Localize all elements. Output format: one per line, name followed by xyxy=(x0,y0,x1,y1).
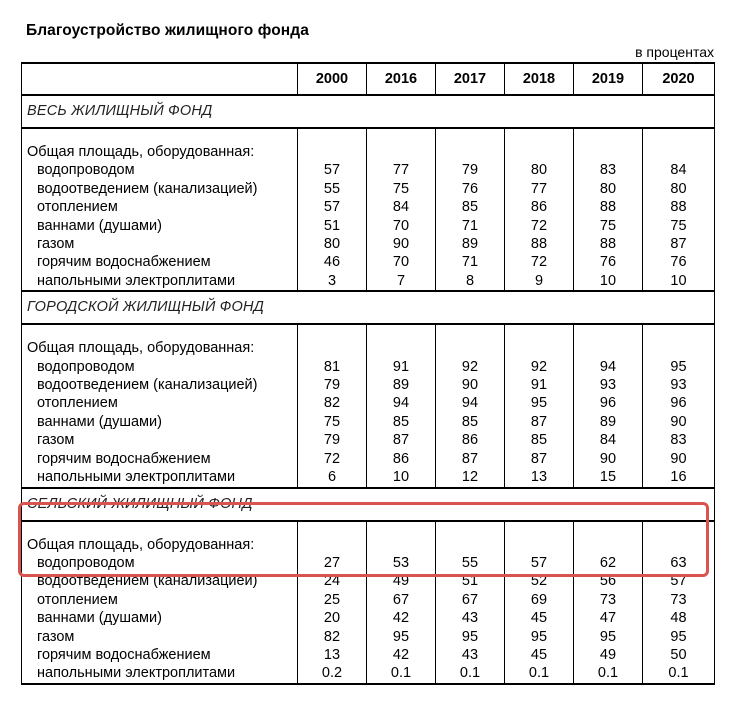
row-label: водоотведением (канализацией) xyxy=(22,572,298,590)
value-cell: 71 xyxy=(436,217,505,235)
section-row xyxy=(22,488,715,521)
value-cell: 55 xyxy=(436,554,505,572)
group-label: Общая площадь, оборудованная: xyxy=(22,536,298,554)
row-label: ваннами (душами) xyxy=(22,413,298,431)
year-header: 2017 xyxy=(436,63,505,95)
value-cell: 67 xyxy=(367,591,436,609)
table-row xyxy=(22,628,715,646)
table-row xyxy=(22,253,715,271)
spacer-cell xyxy=(298,521,367,536)
value-cell: 47 xyxy=(574,609,643,627)
value-cell: 89 xyxy=(574,413,643,431)
table-row xyxy=(22,161,715,179)
empty-cell xyxy=(298,339,367,357)
row-label: горячим водоснабжением xyxy=(22,253,298,271)
year-header: 2018 xyxy=(505,63,574,95)
value-cell: 88 xyxy=(574,235,643,253)
value-cell: 75 xyxy=(367,180,436,198)
spacer-row xyxy=(22,324,715,339)
spacer-cell xyxy=(574,324,643,339)
spacer-cell xyxy=(367,521,436,536)
spacer-cell xyxy=(643,128,715,143)
value-cell: 86 xyxy=(436,431,505,449)
empty-cell xyxy=(643,536,715,554)
table-row xyxy=(22,272,715,291)
value-cell: 95 xyxy=(643,358,715,376)
group-row xyxy=(22,143,715,161)
table-row xyxy=(22,180,715,198)
value-cell: 52 xyxy=(505,572,574,590)
value-cell: 95 xyxy=(574,628,643,646)
value-cell: 6 xyxy=(298,468,367,487)
spacer-cell xyxy=(436,128,505,143)
table-row xyxy=(22,358,715,376)
value-cell: 0.1 xyxy=(505,664,574,683)
value-cell: 95 xyxy=(436,628,505,646)
value-cell: 89 xyxy=(367,376,436,394)
value-cell: 87 xyxy=(505,413,574,431)
value-cell: 10 xyxy=(574,272,643,291)
value-cell: 0.2 xyxy=(298,664,367,683)
value-cell: 13 xyxy=(505,468,574,487)
table-row xyxy=(22,468,715,487)
empty-cell xyxy=(574,143,643,161)
value-cell: 0.1 xyxy=(643,664,715,683)
empty-cell xyxy=(367,536,436,554)
value-cell: 96 xyxy=(643,394,715,412)
value-cell: 63 xyxy=(643,554,715,572)
spacer-cell xyxy=(505,128,574,143)
value-cell: 83 xyxy=(643,431,715,449)
value-cell: 70 xyxy=(367,217,436,235)
value-cell: 62 xyxy=(574,554,643,572)
section-row xyxy=(22,95,715,128)
value-cell: 85 xyxy=(436,198,505,216)
value-cell: 75 xyxy=(298,413,367,431)
value-cell: 42 xyxy=(367,609,436,627)
value-cell: 13 xyxy=(298,646,367,664)
table-row xyxy=(22,646,715,664)
value-cell: 79 xyxy=(298,376,367,394)
value-cell: 72 xyxy=(505,253,574,271)
empty-cell xyxy=(436,536,505,554)
value-cell: 76 xyxy=(574,253,643,271)
value-cell: 90 xyxy=(367,235,436,253)
value-cell: 83 xyxy=(574,161,643,179)
value-cell: 95 xyxy=(367,628,436,646)
row-label: газом xyxy=(22,235,298,253)
value-cell: 25 xyxy=(298,591,367,609)
table-row xyxy=(22,431,715,449)
value-cell: 95 xyxy=(643,628,715,646)
value-cell: 80 xyxy=(505,161,574,179)
value-cell: 94 xyxy=(367,394,436,412)
value-cell: 0.1 xyxy=(367,664,436,683)
row-label: отоплением xyxy=(22,394,298,412)
header-row xyxy=(22,63,715,95)
table-row xyxy=(22,572,715,590)
value-cell: 89 xyxy=(436,235,505,253)
table-row xyxy=(22,591,715,609)
value-cell: 88 xyxy=(643,198,715,216)
value-cell: 73 xyxy=(643,591,715,609)
value-cell: 48 xyxy=(643,609,715,627)
value-cell: 12 xyxy=(436,468,505,487)
spacer-row xyxy=(22,128,715,143)
value-cell: 81 xyxy=(298,358,367,376)
empty-cell xyxy=(505,339,574,357)
year-header: 2000 xyxy=(298,63,367,95)
value-cell: 90 xyxy=(643,450,715,468)
value-cell: 85 xyxy=(367,413,436,431)
group-label: Общая площадь, оборудованная: xyxy=(22,339,298,357)
value-cell: 79 xyxy=(436,161,505,179)
value-cell: 86 xyxy=(367,450,436,468)
value-cell: 57 xyxy=(643,572,715,590)
row-label: ваннами (душами) xyxy=(22,609,298,627)
empty-cell xyxy=(574,339,643,357)
value-cell: 43 xyxy=(436,646,505,664)
value-cell: 45 xyxy=(505,646,574,664)
value-cell: 85 xyxy=(505,431,574,449)
table-row xyxy=(22,217,715,235)
value-cell: 7 xyxy=(367,272,436,291)
table-row xyxy=(22,450,715,468)
value-cell: 67 xyxy=(436,591,505,609)
value-cell: 91 xyxy=(367,358,436,376)
table-row xyxy=(22,394,715,412)
value-cell: 90 xyxy=(436,376,505,394)
value-cell: 71 xyxy=(436,253,505,271)
value-cell: 8 xyxy=(436,272,505,291)
row-label: водопроводом xyxy=(22,358,298,376)
housing-amenities-table xyxy=(21,62,715,685)
value-cell: 27 xyxy=(298,554,367,572)
value-cell: 3 xyxy=(298,272,367,291)
row-label: водоотведением (канализацией) xyxy=(22,376,298,394)
value-cell: 0.1 xyxy=(574,664,643,683)
empty-cell xyxy=(436,339,505,357)
table-row xyxy=(22,376,715,394)
value-cell: 45 xyxy=(505,609,574,627)
value-cell: 80 xyxy=(643,180,715,198)
group-row xyxy=(22,339,715,357)
spacer-cell xyxy=(367,324,436,339)
value-cell: 0.1 xyxy=(436,664,505,683)
value-cell: 53 xyxy=(367,554,436,572)
value-cell: 82 xyxy=(298,394,367,412)
value-cell: 43 xyxy=(436,609,505,627)
spacer-cell xyxy=(436,324,505,339)
empty-cell xyxy=(505,536,574,554)
value-cell: 55 xyxy=(298,180,367,198)
spacer-cell xyxy=(298,324,367,339)
value-cell: 24 xyxy=(298,572,367,590)
row-label: напольными электроплитами xyxy=(22,272,298,291)
value-cell: 79 xyxy=(298,431,367,449)
value-cell: 72 xyxy=(505,217,574,235)
value-cell: 94 xyxy=(436,394,505,412)
value-cell: 87 xyxy=(643,235,715,253)
value-cell: 16 xyxy=(643,468,715,487)
value-cell: 84 xyxy=(643,161,715,179)
value-cell: 95 xyxy=(505,394,574,412)
empty-cell xyxy=(574,536,643,554)
value-cell: 56 xyxy=(574,572,643,590)
spacer-cell xyxy=(22,521,298,536)
section-row xyxy=(22,291,715,324)
page-title: Благоустройство жилищного фонда xyxy=(26,22,309,39)
group-label: Общая площадь, оборудованная: xyxy=(22,143,298,161)
empty-cell xyxy=(643,339,715,357)
value-cell: 49 xyxy=(574,646,643,664)
value-cell: 91 xyxy=(505,376,574,394)
value-cell: 96 xyxy=(574,394,643,412)
value-cell: 75 xyxy=(643,217,715,235)
value-cell: 87 xyxy=(505,450,574,468)
value-cell: 57 xyxy=(298,198,367,216)
table-row xyxy=(22,413,715,431)
value-cell: 57 xyxy=(505,554,574,572)
value-cell: 84 xyxy=(367,198,436,216)
value-cell: 88 xyxy=(505,235,574,253)
section-title: СЕЛЬСКИЙ ЖИЛИЩНЫЙ ФОНД xyxy=(22,488,715,521)
spacer-cell xyxy=(436,521,505,536)
value-cell: 73 xyxy=(574,591,643,609)
row-label: водоотведением (канализацией) xyxy=(22,180,298,198)
spacer-cell xyxy=(298,128,367,143)
table-row xyxy=(22,198,715,216)
spacer-cell xyxy=(22,128,298,143)
year-header: 2019 xyxy=(574,63,643,95)
table-row xyxy=(22,664,715,683)
value-cell: 49 xyxy=(367,572,436,590)
year-header: 2016 xyxy=(367,63,436,95)
value-cell: 93 xyxy=(574,376,643,394)
value-cell: 92 xyxy=(505,358,574,376)
empty-cell xyxy=(298,143,367,161)
header-label-cell xyxy=(22,63,298,95)
spacer-row xyxy=(22,521,715,536)
units-label: в процентах xyxy=(635,44,714,60)
value-cell: 94 xyxy=(574,358,643,376)
value-cell: 76 xyxy=(436,180,505,198)
row-label: водопроводом xyxy=(22,161,298,179)
spacer-cell xyxy=(367,128,436,143)
value-cell: 70 xyxy=(367,253,436,271)
empty-cell xyxy=(367,339,436,357)
value-cell: 85 xyxy=(436,413,505,431)
spacer-cell xyxy=(574,128,643,143)
value-cell: 86 xyxy=(505,198,574,216)
value-cell: 82 xyxy=(298,628,367,646)
value-cell: 80 xyxy=(298,235,367,253)
value-cell: 10 xyxy=(643,272,715,291)
value-cell: 46 xyxy=(298,253,367,271)
value-cell: 69 xyxy=(505,591,574,609)
table-row xyxy=(22,554,715,572)
value-cell: 72 xyxy=(298,450,367,468)
year-header: 2020 xyxy=(643,63,715,95)
value-cell: 90 xyxy=(574,450,643,468)
spacer-cell xyxy=(22,324,298,339)
value-cell: 80 xyxy=(574,180,643,198)
value-cell: 15 xyxy=(574,468,643,487)
row-label: горячим водоснабжением xyxy=(22,646,298,664)
row-label: газом xyxy=(22,628,298,646)
value-cell: 92 xyxy=(436,358,505,376)
row-label: горячим водоснабжением xyxy=(22,450,298,468)
value-cell: 50 xyxy=(643,646,715,664)
value-cell: 87 xyxy=(367,431,436,449)
value-cell: 84 xyxy=(574,431,643,449)
table-row xyxy=(22,609,715,627)
section-title: ВЕСЬ ЖИЛИЩНЫЙ ФОНД xyxy=(22,95,715,128)
table-row xyxy=(22,235,715,253)
value-cell: 90 xyxy=(643,413,715,431)
row-label: ваннами (душами) xyxy=(22,217,298,235)
row-label: водопроводом xyxy=(22,554,298,572)
spacer-cell xyxy=(643,521,715,536)
value-cell: 57 xyxy=(298,161,367,179)
value-cell: 51 xyxy=(298,217,367,235)
empty-cell xyxy=(298,536,367,554)
value-cell: 77 xyxy=(505,180,574,198)
empty-cell xyxy=(643,143,715,161)
row-label: напольными электроплитами xyxy=(22,664,298,683)
value-cell: 9 xyxy=(505,272,574,291)
value-cell: 42 xyxy=(367,646,436,664)
empty-cell xyxy=(367,143,436,161)
value-cell: 10 xyxy=(367,468,436,487)
row-label: отоплением xyxy=(22,198,298,216)
spacer-cell xyxy=(505,324,574,339)
spacer-cell xyxy=(643,324,715,339)
spacer-cell xyxy=(505,521,574,536)
spacer-cell xyxy=(574,521,643,536)
row-label: отоплением xyxy=(22,591,298,609)
value-cell: 76 xyxy=(643,253,715,271)
value-cell: 93 xyxy=(643,376,715,394)
value-cell: 88 xyxy=(574,198,643,216)
empty-cell xyxy=(436,143,505,161)
value-cell: 95 xyxy=(505,628,574,646)
group-row xyxy=(22,536,715,554)
row-label: напольными электроплитами xyxy=(22,468,298,487)
value-cell: 51 xyxy=(436,572,505,590)
value-cell: 20 xyxy=(298,609,367,627)
empty-cell xyxy=(505,143,574,161)
section-title: ГОРОДСКОЙ ЖИЛИЩНЫЙ ФОНД xyxy=(22,291,715,324)
value-cell: 87 xyxy=(436,450,505,468)
value-cell: 75 xyxy=(574,217,643,235)
row-label: газом xyxy=(22,431,298,449)
value-cell: 77 xyxy=(367,161,436,179)
